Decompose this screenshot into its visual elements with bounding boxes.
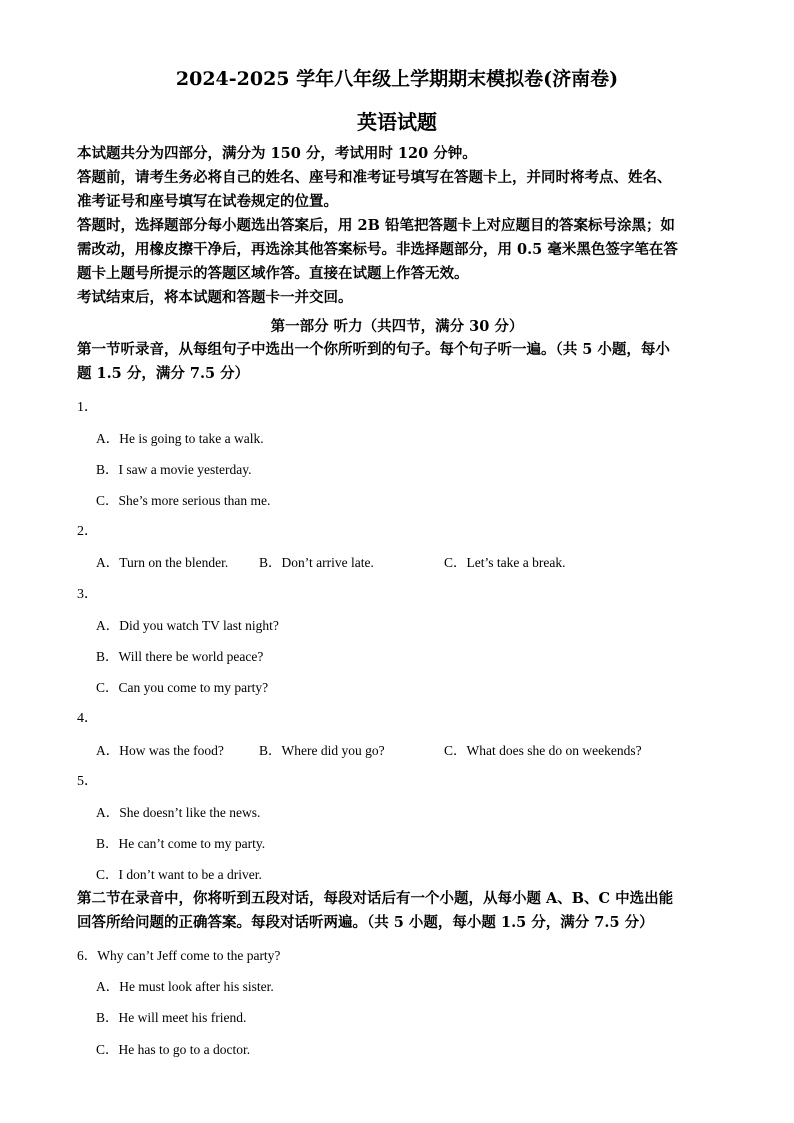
- option-b: B．I saw a movie yesterday.: [96, 462, 252, 477]
- instruction-line: 答题前，请考生务必将自己的姓名、座号和准考证号填写在答题卡上，并同时将考点、姓名、: [77, 169, 672, 186]
- question-number: 5．: [77, 774, 98, 789]
- question-stem: 6．Why can’t Jeff come to the party?: [77, 948, 281, 963]
- exam-subtitle: 英语试题: [357, 110, 437, 134]
- option-a: A．He is going to take a walk.: [96, 431, 264, 446]
- option-a: A．How was the food?: [96, 743, 224, 758]
- section1-instruction: 第一节听录音，从每组句子中选出一个你所听到的句子。每个句子听一遍。（共 5 小题，每小: [77, 341, 670, 358]
- section2-instruction: 回答所给问题的正确答案。每段对话听两遍。（共 5 小题，每小题 1.5 分，满分 7.5 分）: [77, 914, 654, 931]
- option-c: C．He has to go to a doctor.: [96, 1042, 251, 1057]
- option-b: B．He can’t come to my party.: [96, 836, 266, 851]
- option-c: C．What does she do on weekends?: [444, 743, 642, 758]
- section1-instruction: 题 1.5 分，满分 7.5 分）: [77, 365, 250, 382]
- option-a: A．Did you watch TV last night?: [96, 618, 279, 633]
- exam-title: 2024-2025 学年八年级上学期期末模拟卷(济南卷): [175, 68, 619, 90]
- question-number: 3．: [77, 587, 98, 602]
- option-c: C．Can you come to my party?: [96, 680, 269, 695]
- instruction-line: 题卡上题号所提示的答题区域作答。直接在试题上作答无效。: [77, 265, 469, 282]
- option-a: A．Turn on the blender.: [96, 555, 229, 570]
- instruction-line: 准考证号和座号填写在试卷规定的位置。: [77, 193, 338, 210]
- option-b: B．Will there be world peace?: [96, 649, 264, 664]
- question-number: 2．: [77, 524, 98, 539]
- instruction-line: 答题时，选择题部分每小题选出答案后，用 2B 铅笔把答题卡上对应题目的答案标号涂黑；如: [77, 217, 675, 234]
- option-a: A．She doesn’t like the news.: [96, 805, 261, 820]
- instruction-line: 考试结束后，将本试题和答题卡一并交回。: [77, 289, 353, 306]
- option-b: B．Where did you go?: [259, 743, 385, 758]
- option-c: C．Let’s take a break.: [444, 555, 566, 570]
- option-a: A．He must look after his sister.: [96, 979, 274, 994]
- question-number: 1．: [77, 400, 98, 415]
- option-b: B．He will meet his friend.: [96, 1010, 247, 1025]
- option-c: C．I don’t want to be a driver.: [96, 867, 262, 882]
- question-number: 4．: [77, 711, 98, 726]
- option-b: B．Don’t arrive late.: [259, 555, 374, 570]
- part1-heading: 第一部分 听力（共四节，满分 30 分）: [270, 318, 524, 335]
- option-c: C．She’s more serious than me.: [96, 493, 271, 508]
- instruction-line: 本试题共分为四部分，满分为 150 分，考试用时 120 分钟。: [77, 145, 477, 162]
- instruction-line: 需改动，用橡皮擦干净后，再选涂其他答案标号。非选择题部分，用 0.5 毫米黑色签字笔在答: [77, 241, 678, 258]
- section2-instruction: 第二节在录音中，你将听到五段对话，每段对话后有一个小题，从每小题 A、B、C 中选出能: [77, 890, 674, 907]
